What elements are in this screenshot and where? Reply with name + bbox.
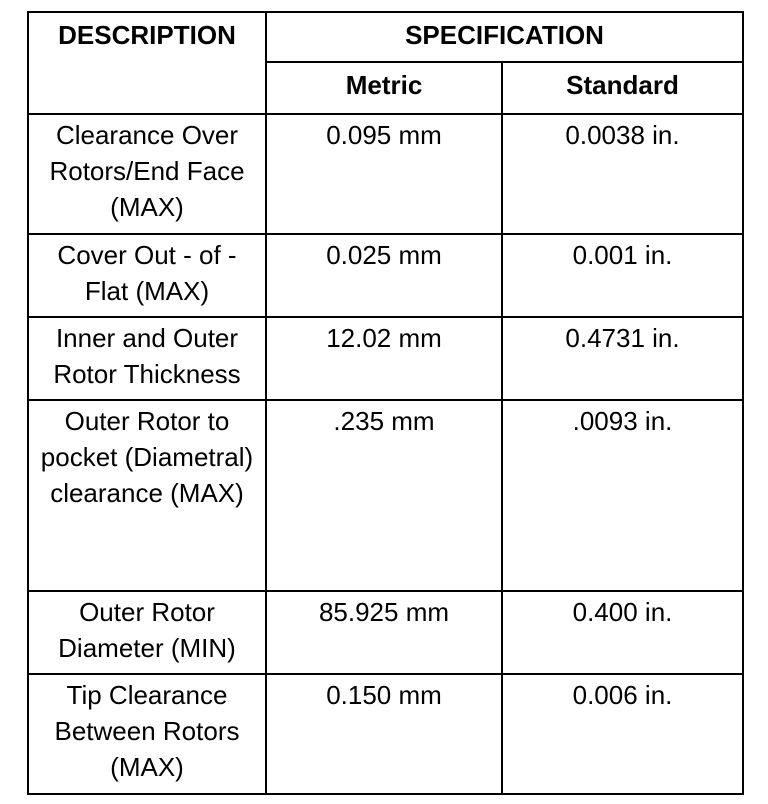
metric-cell: 0.095 mm [266,114,502,234]
specification-header: SPECIFICATION [266,12,743,62]
description-cell: Outer Rotor to pocket (Diametral) clearance (MAX) [28,400,266,591]
standard-cell: 0.400 in. [502,591,743,674]
metric-header: Metric [266,62,502,114]
table-row [28,400,743,591]
metric-cell: 0.150 mm [266,674,502,794]
description-cell: Outer Rotor Diameter (MIN) [28,591,266,674]
description-header: DESCRIPTION [28,12,266,114]
description-cell: Cover Out - of - Flat (MAX) [28,234,266,317]
metric-cell: 85.925 mm [266,591,502,674]
specification-table [27,11,744,795]
description-cell: Tip Clearance Between Rotors (MAX) [28,674,266,794]
standard-cell: .0093 in. [502,400,743,591]
header-row [28,12,743,62]
table-row [28,674,743,794]
metric-cell: 12.02 mm [266,317,502,400]
standard-cell: 0.0038 in. [502,114,743,234]
table-row [28,114,743,234]
standard-header: Standard [502,62,743,114]
standard-cell: 0.001 in. [502,234,743,317]
metric-cell: 0.025 mm [266,234,502,317]
standard-cell: 0.006 in. [502,674,743,794]
metric-cell: .235 mm [266,400,502,591]
table-row [28,234,743,317]
standard-cell: 0.4731 in. [502,317,743,400]
description-cell: Clearance Over Rotors/End Face (MAX) [28,114,266,234]
table-row [28,317,743,400]
table-row [28,591,743,674]
description-cell: Inner and Outer Rotor Thickness [28,317,266,400]
